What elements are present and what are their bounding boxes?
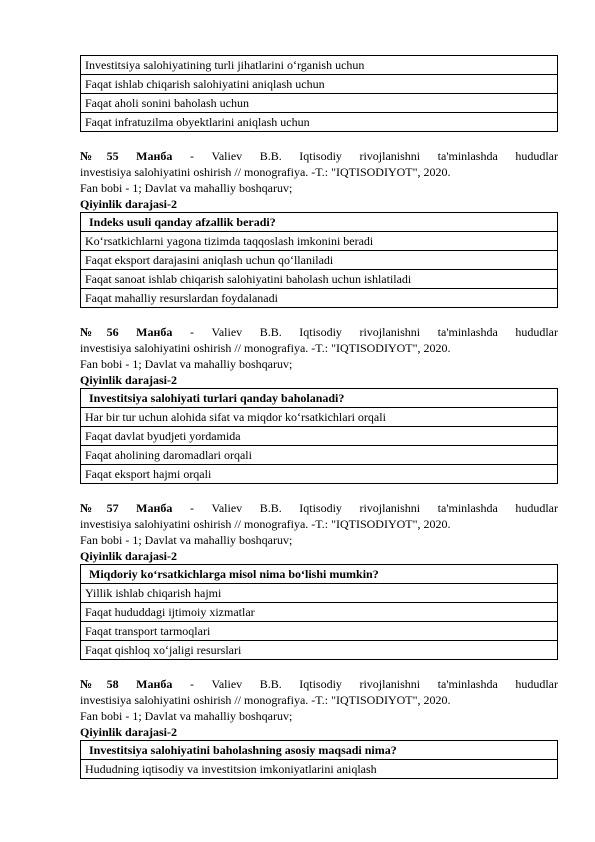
answer-option: Investitsiya salohiyatining turli jihatlarini o‘rganish uchun (81, 56, 558, 75)
question-number: №56 (80, 325, 119, 339)
answer-option: Faqat aholi sonini baholash uchun (81, 94, 558, 113)
question-table (80, 212, 558, 308)
chapter-line: Fan bobi - 1; Davlat va mahalliy boshqaruv; (80, 181, 293, 195)
question-table (80, 564, 558, 660)
reference-line: №55 Манба - Valiev B.B. Iqtisodiy rivojlanishni ta'minlashda hududlar (80, 149, 559, 163)
table-row (81, 232, 558, 251)
chapter-line: Fan bobi - 1; Davlat va mahalliy boshqaruv; (80, 357, 293, 371)
source-label: Манба (136, 325, 173, 339)
table-row (81, 270, 558, 289)
question-number: №58 (80, 677, 119, 691)
reference-line: №57 Манба - Valiev B.B. Iqtisodiy rivojlanishni ta'minlashda hududlar (80, 501, 559, 515)
table-row (81, 389, 558, 408)
answer-option: Hududning iqtisodiy va investitsion imkoniyatlarini aniqlash (81, 760, 558, 779)
source-reference (80, 500, 558, 548)
source-reference (80, 324, 558, 372)
table-row (81, 251, 558, 270)
table-row (81, 760, 558, 779)
question-text: Miqdoriy ko‘rsatkichlarga misol nima bo‘lishi mumkin? (81, 565, 558, 584)
reference-line: investisiya salohiyatini oshirish // monografiya. -T.: "IQTISODIYOT", 2020. (80, 165, 451, 179)
answer-option: Faqat eksport darajasini aniqlash uchun qo‘llaniladi (81, 251, 558, 270)
table-row (81, 94, 558, 113)
table-row (81, 427, 558, 446)
answer-option: Ko‘rsatkichlarni yagona tizimda taqqoslash imkonini beradi (81, 232, 558, 251)
table-row (81, 465, 558, 484)
table-row (81, 741, 558, 760)
source-label: Манба (136, 149, 173, 163)
answer-option: Faqat mahalliy resurslardan foydalanadi (81, 289, 558, 308)
chapter-line: Fan bobi - 1; Davlat va mahalliy boshqaruv; (80, 533, 293, 547)
difficulty-level: Qiyinlik darajasi-2 (80, 549, 178, 563)
source-label: Манба (136, 501, 173, 515)
answer-option: Faqat qishloq xo‘jaligi resurslari (81, 641, 558, 660)
table-row (81, 622, 558, 641)
source-reference (80, 148, 558, 196)
answer-option: Faqat aholining daromadlari orqali (81, 446, 558, 465)
source-reference (80, 676, 558, 724)
answer-option: Faqat transport tarmoqlari (81, 622, 558, 641)
table-row (81, 446, 558, 465)
difficulty-level: Qiyinlik darajasi-2 (80, 197, 178, 211)
question-table (80, 740, 558, 779)
question-text: Investitsiya salohiyatini baholashning asosiy maqsadi nima? (81, 741, 558, 760)
chapter-line: Fan bobi - 1; Davlat va mahalliy boshqaruv; (80, 709, 293, 723)
answer-option: Faqat ishlab chiqarish salohiyatini aniqlash uchun (81, 75, 558, 94)
table-row (81, 584, 558, 603)
answer-options-table (80, 55, 558, 132)
answer-option: Faqat davlat byudjeti yordamida (81, 427, 558, 446)
question-number: №55 (80, 149, 119, 163)
answer-option: Faqat eksport hajmi orqali (81, 465, 558, 484)
source-label: Манба (136, 677, 173, 691)
answer-option: Yillik ishlab chiqarish hajmi (81, 584, 558, 603)
reference-line: №58 Манба - Valiev B.B. Iqtisodiy rivojlanishni ta'minlashda hududlar (80, 677, 559, 691)
document-page (80, 55, 558, 779)
reference-line: investisiya salohiyatini oshirish // monografiya. -T.: "IQTISODIYOT", 2020. (80, 341, 451, 355)
table-row (81, 408, 558, 427)
table-row (81, 75, 558, 94)
table-row (81, 641, 558, 660)
table-row (81, 113, 558, 132)
table-row (81, 289, 558, 308)
answer-option: Faqat hududdagi ijtimoiy xizmatlar (81, 603, 558, 622)
table-row (81, 603, 558, 622)
difficulty-level: Qiyinlik darajasi-2 (80, 725, 178, 739)
table-row (81, 213, 558, 232)
reference-line: investisiya salohiyatini oshirish // monografiya. -T.: "IQTISODIYOT", 2020. (80, 517, 451, 531)
difficulty-level: Qiyinlik darajasi-2 (80, 373, 178, 387)
answer-option: Faqat sanoat ishlab chiqarish salohiyatini baholash uchun ishlatiladi (81, 270, 558, 289)
table-row (81, 565, 558, 584)
question-text: Investitsiya salohiyati turlari qanday baholanadi? (81, 389, 558, 408)
reference-line: investisiya salohiyatini oshirish // monografiya. -T.: "IQTISODIYOT", 2020. (80, 693, 451, 707)
answer-option: Har bir tur uchun alohida sifat va miqdor ko‘rsatkichlari orqali (81, 408, 558, 427)
question-text: Indeks usuli qanday afzallik beradi? (81, 213, 558, 232)
reference-line: №56 Манба - Valiev B.B. Iqtisodiy rivojlanishni ta'minlashda hududlar (80, 325, 559, 339)
question-table (80, 388, 558, 484)
answer-option: Faqat infratuzilma obyektlarini aniqlash uchun (81, 113, 558, 132)
question-number: №57 (80, 501, 119, 515)
table-row (81, 56, 558, 75)
